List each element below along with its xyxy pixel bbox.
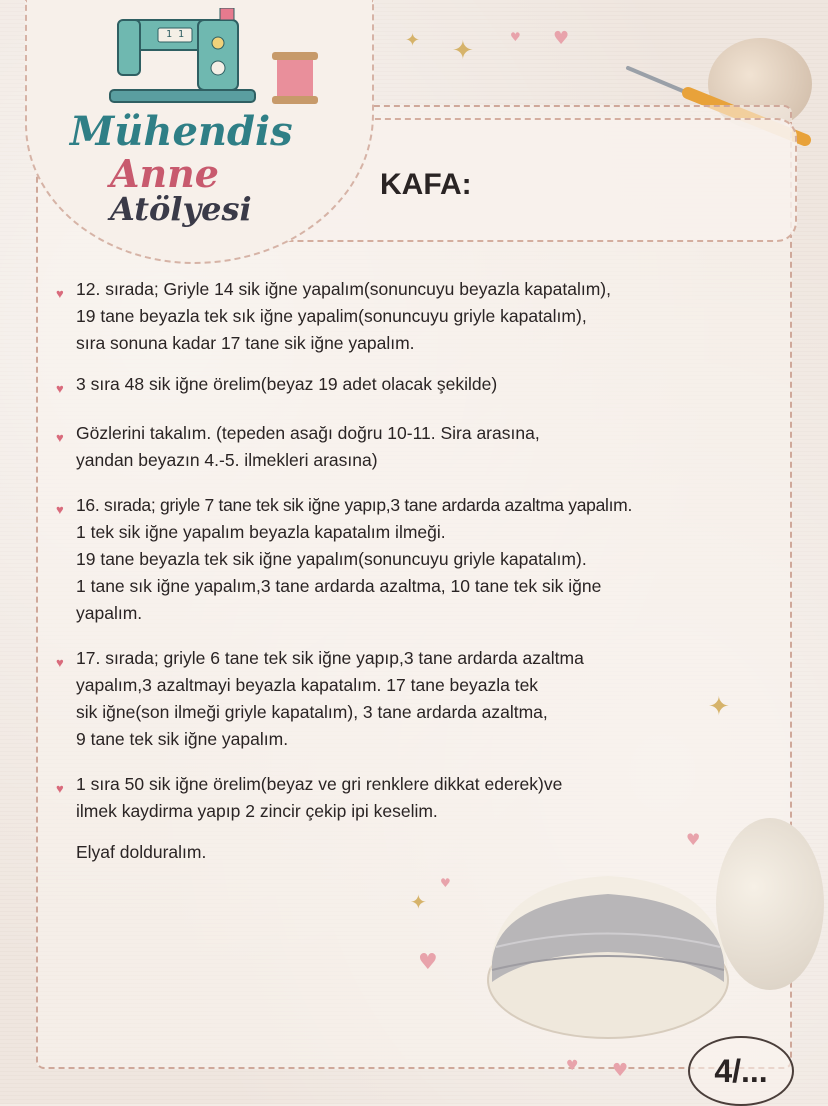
instruction-paragraph (56, 276, 771, 357)
heart-bullet-icon: ♥ (56, 286, 64, 301)
instruction-paragraph (56, 420, 771, 474)
instruction-line: 9 tane tek sik iğne yapalım. (76, 729, 289, 749)
closing-text: Elyaf dolduralım. (76, 842, 207, 862)
instruction-line: 1 tek sik iğne yapalım beyazla kapatalım ilmeği. (76, 522, 446, 542)
instruction-line: 19 tane beyazla tek sik iğne yapalım(sonuncuyu griyle kapatalım). (76, 549, 587, 569)
brand-logo (70, 108, 293, 228)
instruction-paragraph (56, 645, 771, 753)
instruction-line: sik iğne(son ilmeği griyle kapatalım), 3 tane ardarda azaltma, (76, 702, 548, 722)
heart-bullet-icon: ♥ (56, 655, 64, 670)
crochet-head-illustration (484, 862, 734, 1042)
heart-icon: ♥ (686, 830, 701, 849)
sewing-machine-icon (108, 8, 268, 108)
instruction-line: yapalım. (76, 603, 143, 623)
sparkle-icon: ✦ (708, 692, 730, 722)
heart-bullet-icon: ♥ (56, 781, 64, 796)
sparkle-icon: ✦ (452, 36, 474, 66)
instruction-line: 1 sıra 50 sik iğne örelim(beyaz ve gri renklere dikkat ederek)ve (76, 774, 563, 794)
instruction-paragraph (56, 492, 771, 627)
instruction-line: 17. sırada; griyle 6 tane tek sik iğne yapıp,3 tane ardarda azaltma (76, 648, 584, 668)
yarn-ball-bottom-right (716, 818, 824, 990)
sparkle-icon: ✦ (405, 30, 421, 51)
instruction-line: 19 tane beyazla tek sık iğne yapalim(sonuncuyu griyle kapatalım), (76, 306, 587, 326)
heart-icon: ♥ (553, 28, 570, 49)
instruction-line: sıra sonuna kadar 17 tane sik iğne yapalım. (76, 333, 415, 353)
instruction-line: yandan beyazın 4.-5. ilmekleri arasına) (76, 450, 378, 470)
heart-bullet-icon: ♥ (56, 502, 64, 517)
instruction-paragraph (56, 771, 771, 825)
machine-dial-label: 1 1 (166, 29, 185, 40)
instruction-line: yapalım,3 azaltmayi beyazla kapatalım. 17 tane beyazla tek (76, 675, 539, 695)
instruction-line: 1 tane sık iğne yapalım,3 tane ardarda azaltma, 10 tane tek sik iğne (76, 576, 602, 596)
section-title: KAFA: (380, 168, 472, 201)
instruction-line: ilmek kaydirma yapıp 2 zincir çekip ipi keselim. (76, 801, 438, 821)
heart-bullet-icon: ♥ (56, 381, 64, 396)
thread-spool-icon (268, 48, 322, 108)
instruction-line: 12. sırada; Griyle 14 sik iğne yapalım(sonuncuyu beyazla kapatalım), (76, 279, 611, 299)
instruction-paragraph (56, 371, 771, 398)
page-number: 4/... (688, 1036, 794, 1106)
heart-icon: ♥ (510, 30, 521, 44)
logo-line-anne: Anne (110, 151, 219, 196)
instructions (56, 276, 771, 880)
instruction-line: Gözlerini takalım. (tepeden asağı doğru 10-11. Sira arasına, (76, 423, 540, 443)
heart-icon: ♥ (440, 876, 451, 890)
sparkle-icon: ✦ (410, 890, 427, 914)
instruction-line: 3 sıra 48 sik iğne örelim(beyaz 19 adet olacak şekilde) (76, 374, 498, 394)
instruction-line: 16. sırada; griyle 7 tane tek sik iğne yapıp,3 tane ardarda azaltma yapalım. (76, 495, 632, 515)
logo-line-muhendis: Mühendis (70, 108, 293, 155)
heart-icon: ♥ (612, 1060, 629, 1081)
heart-icon: ♥ (418, 950, 438, 975)
heart-icon: ♥ (566, 1058, 579, 1074)
logo-line-atolyesi: Atölyesi (110, 190, 252, 228)
heart-bullet-icon: ♥ (56, 430, 64, 445)
